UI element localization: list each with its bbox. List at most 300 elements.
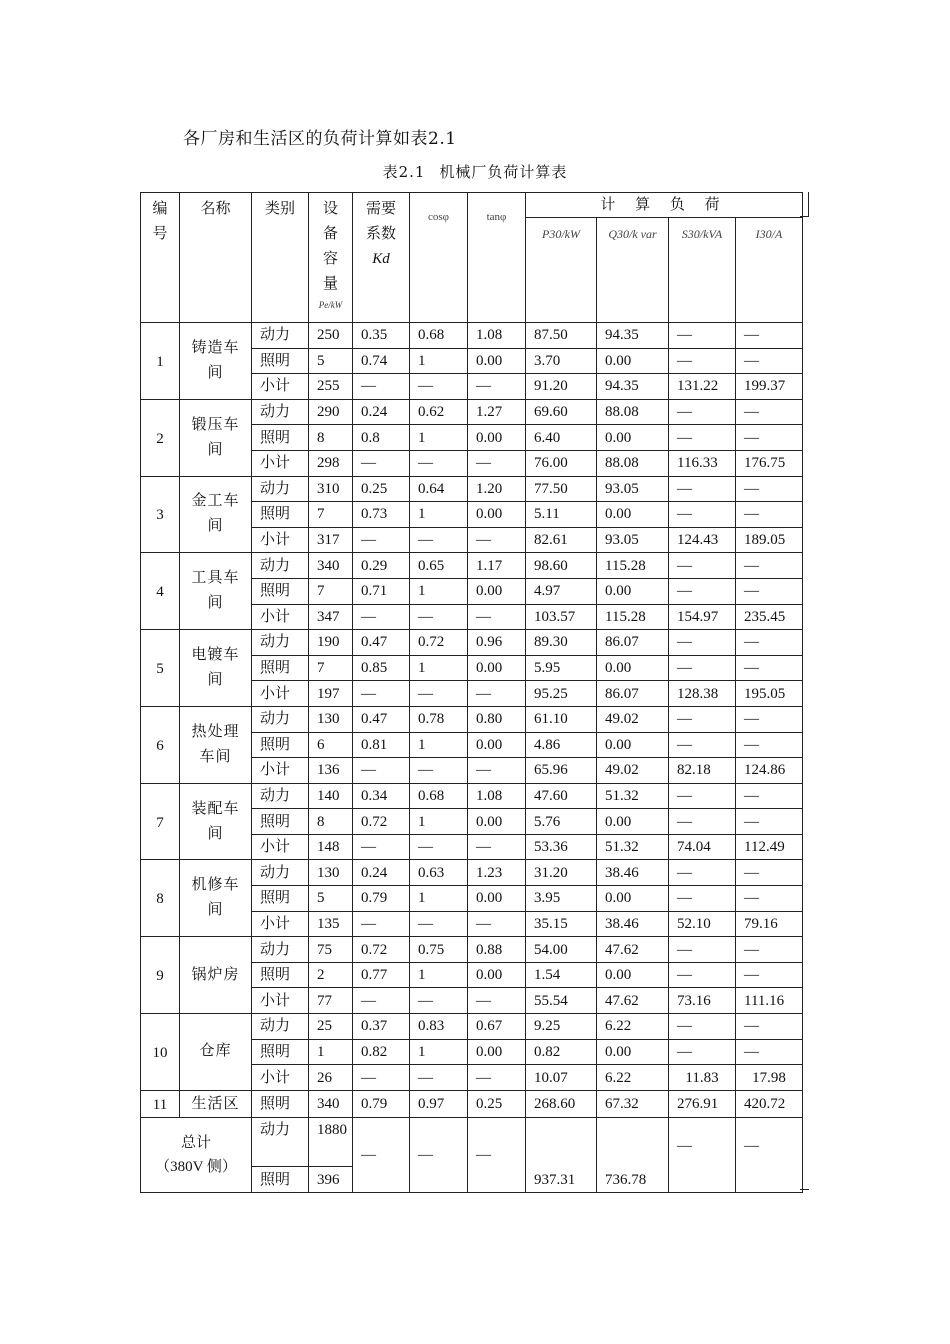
cell-p30: 9.25: [526, 1014, 597, 1040]
cell-i30: —: [736, 937, 803, 963]
cell-capacity: 310: [309, 476, 353, 502]
cell-s30: 116.33: [669, 450, 736, 476]
cell-tan: 1.23: [468, 860, 526, 886]
cell-kd: 0.72: [353, 937, 410, 963]
cell-category: 小计: [252, 1065, 309, 1091]
cell-s30: 131.22: [669, 374, 736, 400]
cell-p30: 82.61: [526, 527, 597, 553]
workshop-name: 电镀车间: [180, 630, 252, 707]
header-p30: P30/kW: [526, 218, 597, 323]
header-no: 编号: [141, 193, 180, 323]
header-i30: I30/A: [736, 218, 803, 323]
table-row: [141, 323, 803, 349]
cell-capacity: 255: [309, 374, 353, 400]
cell-kd: 0.47: [353, 706, 410, 732]
cell-capacity: 250: [309, 323, 353, 349]
cell-cos: 1: [410, 655, 468, 681]
cell-cos: 0.72: [410, 630, 468, 656]
cell-p30: 3.95: [526, 886, 597, 912]
cell-tan: 0.67: [468, 1014, 526, 1040]
header-kd: 需要系数 Kd: [353, 193, 410, 323]
cell-cos: 1: [410, 348, 468, 374]
cell-category: 照明: [252, 578, 309, 604]
cell-i30: —: [736, 476, 803, 502]
cell-i30: 17.98: [736, 1065, 803, 1091]
cell-cos: —: [410, 911, 468, 937]
cell-q30: 47.62: [597, 988, 669, 1014]
cell-tan: 1.08: [468, 783, 526, 809]
cell-q30: 38.46: [597, 911, 669, 937]
cell-category: 动力: [252, 323, 309, 349]
cell-kd: 0.73: [353, 502, 410, 528]
cell-kd: 0.85: [353, 655, 410, 681]
cell-s30: 124.43: [669, 527, 736, 553]
cell-s30: —: [669, 809, 736, 835]
cell-i30: —: [736, 399, 803, 425]
cell-category: 动力: [252, 937, 309, 963]
cell-s30: —: [669, 706, 736, 732]
total-light-label: 照明: [252, 1167, 309, 1193]
footer-overhang: [800, 1189, 809, 1190]
cell-cos: 1: [410, 962, 468, 988]
cell-cos: 1: [410, 578, 468, 604]
workshop-name: 热处理车间: [180, 706, 252, 783]
cell-s30: —: [669, 962, 736, 988]
cell-cos: —: [410, 834, 468, 860]
cell-capacity: 7: [309, 578, 353, 604]
cell-capacity: 5: [309, 348, 353, 374]
cell-i30: —: [736, 706, 803, 732]
header-overhang: [808, 192, 809, 217]
row-number: 10: [141, 1014, 180, 1091]
cell-s30: 52.10: [669, 911, 736, 937]
cell-category: 照明: [252, 425, 309, 451]
header-category: 类别: [252, 193, 309, 323]
cell-cos: —: [410, 681, 468, 707]
cell-tan: 1.20: [468, 476, 526, 502]
cell-cos: —: [410, 374, 468, 400]
cell-q30: 88.08: [597, 450, 669, 476]
cell-s30: 73.16: [669, 988, 736, 1014]
cell-q30: 6.22: [597, 1014, 669, 1040]
cell-tan: —: [468, 681, 526, 707]
cell-p30: 55.54: [526, 988, 597, 1014]
cell-kd: 0.29: [353, 553, 410, 579]
cell-cos: 0.97: [410, 1090, 468, 1118]
cell-kd: —: [353, 374, 410, 400]
cell-q30: 51.32: [597, 783, 669, 809]
cell-p30: 5.76: [526, 809, 597, 835]
cell-i30: —: [736, 630, 803, 656]
cell-kd: —: [353, 988, 410, 1014]
header-name: 名称: [180, 193, 252, 323]
cell-cos: 1: [410, 732, 468, 758]
cell-i30: —: [736, 655, 803, 681]
workshop-name: 装配车间: [180, 783, 252, 860]
cell-cos: 0.68: [410, 323, 468, 349]
cell-i30: 195.05: [736, 681, 803, 707]
cell-s30: —: [669, 1014, 736, 1040]
header-s30: S30/kVA: [669, 218, 736, 323]
cell-q30: 51.32: [597, 834, 669, 860]
cell-i30: —: [736, 578, 803, 604]
cell-tan: 0.00: [468, 348, 526, 374]
cell-capacity: 347: [309, 604, 353, 630]
cell-i30: —: [736, 348, 803, 374]
cell-p30: 10.07: [526, 1065, 597, 1091]
cell-s30: 276.91: [669, 1090, 736, 1118]
cell-category: 小计: [252, 834, 309, 860]
cell-capacity: 140: [309, 783, 353, 809]
cell-kd: 0.77: [353, 962, 410, 988]
cell-q30: 47.62: [597, 937, 669, 963]
cell-kd: —: [353, 450, 410, 476]
cell-s30: —: [669, 425, 736, 451]
cell-category: 动力: [252, 860, 309, 886]
cell-i30: 79.16: [736, 911, 803, 937]
cell-kd: 0.35: [353, 323, 410, 349]
table-row: [141, 476, 803, 502]
cell-category: 小计: [252, 374, 309, 400]
cell-p30: 61.10: [526, 706, 597, 732]
cell-capacity: 7: [309, 655, 353, 681]
cell-capacity: 340: [309, 1090, 353, 1118]
cell-category: 小计: [252, 604, 309, 630]
cell-cos: 0.63: [410, 860, 468, 886]
cell-s30: —: [669, 655, 736, 681]
cell-kd: 0.79: [353, 1090, 410, 1118]
cell-capacity: 8: [309, 425, 353, 451]
table-row: [141, 630, 803, 656]
cell-i30: 199.37: [736, 374, 803, 400]
cell-q30: 115.28: [597, 604, 669, 630]
workshop-name: 机修车间: [180, 860, 252, 937]
table-row: [141, 937, 803, 963]
cell-kd: 0.71: [353, 578, 410, 604]
cell-tan: 0.00: [468, 886, 526, 912]
cell-capacity: 135: [309, 911, 353, 937]
cell-p30: 69.60: [526, 399, 597, 425]
cell-tan: 0.00: [468, 502, 526, 528]
cell-i30: —: [736, 425, 803, 451]
total-cos: —: [410, 1118, 468, 1193]
cell-i30: —: [736, 860, 803, 886]
cell-kd: 0.79: [353, 886, 410, 912]
cell-tan: 0.96: [468, 630, 526, 656]
cell-q30: 38.46: [597, 860, 669, 886]
cell-kd: —: [353, 604, 410, 630]
cell-s30: —: [669, 399, 736, 425]
cell-q30: 0.00: [597, 348, 669, 374]
table-number: 表2.1: [382, 163, 426, 181]
cell-kd: 0.25: [353, 476, 410, 502]
cell-category: 动力: [252, 476, 309, 502]
cell-p30: 5.95: [526, 655, 597, 681]
cell-i30: —: [736, 962, 803, 988]
cell-i30: 189.05: [736, 527, 803, 553]
header-overhang-bottom: [800, 216, 809, 217]
total-power-label: 动力: [252, 1118, 309, 1167]
cell-q30: 86.07: [597, 630, 669, 656]
cell-q30: 88.08: [597, 399, 669, 425]
workshop-name: 生活区: [180, 1090, 252, 1118]
cell-cos: 0.83: [410, 1014, 468, 1040]
cell-q30: 86.07: [597, 681, 669, 707]
total-label-cell: [141, 1118, 252, 1193]
cell-p30: 77.50: [526, 476, 597, 502]
cell-cos: 1: [410, 1039, 468, 1065]
header-capacity: 设备容量 Pe/kW: [309, 193, 353, 323]
cell-tan: 0.00: [468, 425, 526, 451]
cell-capacity: 6: [309, 732, 353, 758]
cell-cos: 0.65: [410, 553, 468, 579]
table-row: [141, 553, 803, 579]
total-light-capacity: 396: [309, 1167, 353, 1193]
cell-capacity: 298: [309, 450, 353, 476]
cell-tan: —: [468, 450, 526, 476]
cell-capacity: 25: [309, 1014, 353, 1040]
cell-cos: 1: [410, 502, 468, 528]
cell-kd: 0.47: [353, 630, 410, 656]
cell-q30: 49.02: [597, 706, 669, 732]
table-caption: [0, 161, 950, 182]
header-calc-load: 计 算 负 荷: [526, 193, 803, 218]
cell-s30: —: [669, 860, 736, 886]
cell-capacity: 2: [309, 962, 353, 988]
cell-q30: 94.35: [597, 323, 669, 349]
load-calculation-table: [140, 192, 803, 1193]
cell-category: 动力: [252, 706, 309, 732]
cell-tan: —: [468, 988, 526, 1014]
total-sublabel: （380V 侧）: [155, 1159, 237, 1176]
cell-kd: —: [353, 1065, 410, 1091]
cell-category: 小计: [252, 911, 309, 937]
total-s30: —: [669, 1118, 736, 1193]
cell-s30: —: [669, 630, 736, 656]
cell-capacity: 7: [309, 502, 353, 528]
cell-kd: 0.24: [353, 399, 410, 425]
cell-s30: —: [669, 578, 736, 604]
cell-q30: 0.00: [597, 809, 669, 835]
cell-i30: 176.75: [736, 450, 803, 476]
cell-i30: —: [736, 732, 803, 758]
cell-capacity: 197: [309, 681, 353, 707]
cell-i30: —: [736, 553, 803, 579]
cell-q30: 0.00: [597, 1039, 669, 1065]
cell-q30: 93.05: [597, 476, 669, 502]
cell-cos: —: [410, 988, 468, 1014]
row-number: 8: [141, 860, 180, 937]
cell-tan: —: [468, 834, 526, 860]
table-title: 机械厂负荷计算表: [439, 163, 568, 181]
cell-category: 照明: [252, 886, 309, 912]
cell-tan: 0.00: [468, 962, 526, 988]
cell-category: 动力: [252, 630, 309, 656]
cell-q30: 0.00: [597, 425, 669, 451]
cell-category: 小计: [252, 681, 309, 707]
row-number: 11: [141, 1090, 180, 1118]
cell-tan: 0.80: [468, 706, 526, 732]
cell-s30: —: [669, 476, 736, 502]
cell-category: 小计: [252, 527, 309, 553]
cell-tan: 1.08: [468, 323, 526, 349]
cell-q30: 115.28: [597, 553, 669, 579]
cell-kd: 0.34: [353, 783, 410, 809]
cell-tan: —: [468, 1065, 526, 1091]
header-cos: cosφ: [410, 193, 468, 323]
cell-tan: 0.00: [468, 578, 526, 604]
cell-i30: 235.45: [736, 604, 803, 630]
row-number: 6: [141, 706, 180, 783]
cell-tan: —: [468, 374, 526, 400]
cell-tan: —: [468, 527, 526, 553]
cell-i30: —: [736, 1039, 803, 1065]
cell-category: 小计: [252, 450, 309, 476]
cell-p30: 65.96: [526, 758, 597, 784]
cell-p30: 35.15: [526, 911, 597, 937]
table-row: [141, 860, 803, 886]
workshop-name: 铸造车间: [180, 323, 252, 400]
cell-s30: 154.97: [669, 604, 736, 630]
cell-category: 照明: [252, 655, 309, 681]
cell-capacity: 290: [309, 399, 353, 425]
cell-p30: 4.86: [526, 732, 597, 758]
table-row: [141, 1090, 803, 1118]
cell-s30: —: [669, 886, 736, 912]
cell-s30: 11.83: [669, 1065, 736, 1091]
cell-i30: —: [736, 809, 803, 835]
workshop-name: 锅炉房: [180, 937, 252, 1014]
workshop-name: 锻压车间: [180, 399, 252, 476]
cell-p30: 95.25: [526, 681, 597, 707]
cell-p30: 91.20: [526, 374, 597, 400]
cell-p30: 31.20: [526, 860, 597, 886]
cell-i30: 420.72: [736, 1090, 803, 1118]
cell-category: 动力: [252, 1014, 309, 1040]
cell-category: 小计: [252, 988, 309, 1014]
cell-tan: 0.00: [468, 732, 526, 758]
cell-s30: 74.04: [669, 834, 736, 860]
cell-kd: 0.8: [353, 425, 410, 451]
workshop-name: 仓库: [180, 1014, 252, 1091]
total-power-capacity: 1880: [309, 1118, 353, 1167]
cell-q30: 0.00: [597, 962, 669, 988]
cell-p30: 103.57: [526, 604, 597, 630]
row-number: 3: [141, 476, 180, 553]
cell-s30: —: [669, 348, 736, 374]
cell-s30: —: [669, 323, 736, 349]
cell-tan: 1.17: [468, 553, 526, 579]
cell-kd: 0.81: [353, 732, 410, 758]
cell-tan: 0.00: [468, 809, 526, 835]
cell-cos: 1: [410, 809, 468, 835]
cell-capacity: 75: [309, 937, 353, 963]
cell-capacity: 77: [309, 988, 353, 1014]
cell-category: 照明: [252, 809, 309, 835]
row-number: 7: [141, 783, 180, 860]
cell-kd: —: [353, 911, 410, 937]
cell-cos: —: [410, 604, 468, 630]
cell-i30: —: [736, 783, 803, 809]
row-number: 1: [141, 323, 180, 400]
table-row: [141, 399, 803, 425]
cell-kd: 0.74: [353, 348, 410, 374]
cell-tan: —: [468, 911, 526, 937]
cell-p30: 47.60: [526, 783, 597, 809]
cell-capacity: 340: [309, 553, 353, 579]
row-number: 2: [141, 399, 180, 476]
cell-capacity: 26: [309, 1065, 353, 1091]
cell-p30: 87.50: [526, 323, 597, 349]
cell-p30: 0.82: [526, 1039, 597, 1065]
cell-cos: —: [410, 527, 468, 553]
cell-q30: 0.00: [597, 886, 669, 912]
total-row-power: [141, 1118, 803, 1167]
cell-capacity: 190: [309, 630, 353, 656]
cell-cos: —: [410, 758, 468, 784]
cell-cos: —: [410, 450, 468, 476]
cell-capacity: 317: [309, 527, 353, 553]
cell-s30: —: [669, 502, 736, 528]
cell-tan: 1.27: [468, 399, 526, 425]
cell-s30: —: [669, 783, 736, 809]
cell-kd: —: [353, 758, 410, 784]
total-label: 总计: [180, 1135, 211, 1152]
row-number: 5: [141, 630, 180, 707]
cell-cos: 1: [410, 425, 468, 451]
cell-q30: 0.00: [597, 578, 669, 604]
cell-tan: 0.00: [468, 655, 526, 681]
cell-category: 照明: [252, 1090, 309, 1118]
cell-i30: —: [736, 323, 803, 349]
cell-s30: —: [669, 553, 736, 579]
cell-i30: —: [736, 502, 803, 528]
cell-p30: 6.40: [526, 425, 597, 451]
cell-q30: 6.22: [597, 1065, 669, 1091]
cell-p30: 98.60: [526, 553, 597, 579]
cell-category: 动力: [252, 553, 309, 579]
cell-kd: 0.72: [353, 809, 410, 835]
header-q30: Q30/k var: [597, 218, 669, 323]
header-tan: tanφ: [468, 193, 526, 323]
cell-tan: —: [468, 758, 526, 784]
cell-kd: —: [353, 681, 410, 707]
cell-capacity: 5: [309, 886, 353, 912]
table-row: [141, 783, 803, 809]
cell-i30: 124.86: [736, 758, 803, 784]
cell-p30: 54.00: [526, 937, 597, 963]
cell-capacity: 130: [309, 860, 353, 886]
cell-capacity: 136: [309, 758, 353, 784]
cell-q30: 0.00: [597, 655, 669, 681]
cell-cos: 0.62: [410, 399, 468, 425]
cell-p30: 89.30: [526, 630, 597, 656]
cell-category: 照明: [252, 348, 309, 374]
row-number: 9: [141, 937, 180, 1014]
cell-q30: 0.00: [597, 732, 669, 758]
cell-capacity: 1: [309, 1039, 353, 1065]
cell-category: 动力: [252, 399, 309, 425]
table-row: [141, 1014, 803, 1040]
cell-category: 照明: [252, 502, 309, 528]
cell-kd: —: [353, 834, 410, 860]
cell-p30: 53.36: [526, 834, 597, 860]
cell-q30: 0.00: [597, 502, 669, 528]
cell-category: 动力: [252, 783, 309, 809]
cell-i30: 111.16: [736, 988, 803, 1014]
total-q30: 736.78: [597, 1118, 669, 1193]
cell-tan: 0.00: [468, 1039, 526, 1065]
